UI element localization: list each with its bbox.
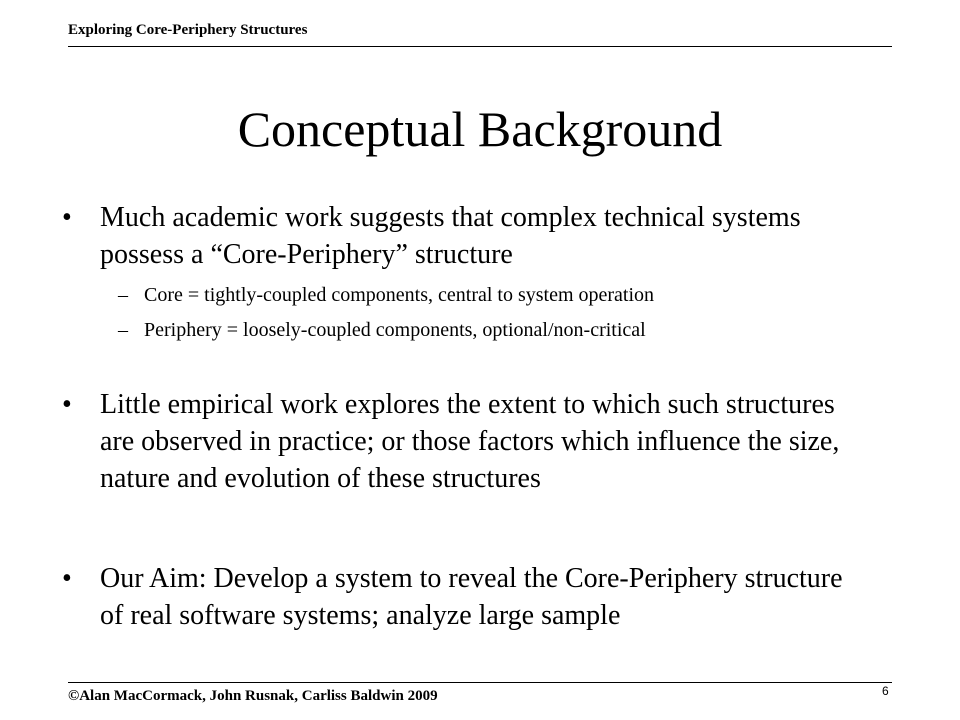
header-divider (68, 46, 892, 47)
bullet-text: Our Aim: Develop a system to reveal the Core-Periphery structure of real software systems; analyze large sample (100, 563, 843, 631)
header-title: Exploring Core-Periphery Structures (68, 22, 308, 38)
bullet-marker: • (62, 389, 72, 420)
bullet-item-3 (62, 560, 862, 634)
page-number: 6 (882, 684, 889, 698)
sub-bullet-marker: – (118, 284, 128, 306)
footer-copyright: ©Alan MacCormack, John Rusnak, Carliss Baldwin 2009 (68, 688, 438, 704)
sub-bullet-item-periphery (118, 317, 898, 343)
sub-bullet-text: Periphery = loosely-coupled components, optional/non-critical (144, 319, 646, 341)
bullet-marker: • (62, 202, 72, 233)
slide-title: Conceptual Background (237, 101, 723, 157)
sub-bullet-item-core (118, 282, 898, 308)
sub-bullet-marker: – (118, 319, 128, 341)
bullet-marker: • (62, 563, 72, 594)
sub-bullet-text: Core = tightly-coupled components, central to system operation (144, 284, 655, 306)
bullet-item-1 (62, 199, 862, 273)
bullet-item-2 (62, 386, 862, 497)
footer-divider (68, 682, 892, 683)
bullet-text: Little empirical work explores the extent to which such structures are observed in practice; or those factors which influence the size, nature and evolution of these structures (100, 389, 840, 494)
bullet-text: Much academic work suggests that complex technical systems possess a “Core-Periphery” structure (100, 202, 801, 270)
